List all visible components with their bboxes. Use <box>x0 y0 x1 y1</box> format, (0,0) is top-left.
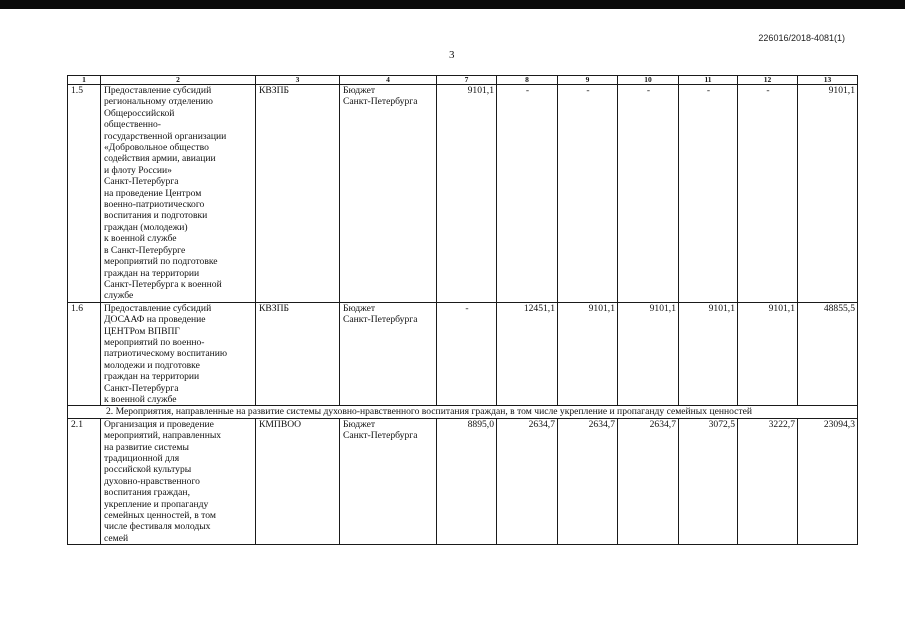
funding-source: Бюджет Санкт-Петербурга <box>340 302 437 406</box>
value-col-9: 2634,7 <box>558 418 618 544</box>
scan-top-border <box>0 0 905 9</box>
table-row <box>68 302 858 406</box>
executor: КВЗПБ <box>256 85 340 303</box>
value-col-13: 9101,1 <box>798 85 858 303</box>
col-header: 2 <box>101 76 256 85</box>
activity-description: Организация и проведение мероприятий, направленных на развитие системы традиционной для российской культуры духовно-нравственного воспитания граждан, укрепление и пропаганду семейных ценностей, в том числе фестиваля молодых семей <box>101 418 256 544</box>
executor: КМПВОО <box>256 418 340 544</box>
value-col-10: 9101,1 <box>618 302 679 406</box>
section-title: 2. Мероприятия, направленные на развитие системы духовно-нравственного воспитания граждан, в том числе укрепление и пропаганду семейных ценностей <box>68 406 858 418</box>
value-col-8: 2634,7 <box>497 418 558 544</box>
value-col-11: 3072,5 <box>679 418 738 544</box>
document-id: 226016/2018-4081(1) <box>758 33 845 43</box>
value-col-13: 48855,5 <box>798 302 858 406</box>
section-header-row <box>68 406 858 418</box>
table-row <box>68 418 858 544</box>
value-col-7: 8895,0 <box>437 418 497 544</box>
value-col-8: - <box>497 85 558 303</box>
page-number: 3 <box>449 49 455 61</box>
value-col-11: - <box>679 85 738 303</box>
value-col-7: - <box>437 302 497 406</box>
col-header: 1 <box>68 76 101 85</box>
value-col-13: 23094,3 <box>798 418 858 544</box>
column-number-row <box>68 76 858 85</box>
row-number: 1.6 <box>68 302 101 406</box>
executor: КВЗПБ <box>256 302 340 406</box>
activity-description: Предоставление субсидий ДОСААФ на проведение ЦЕНТРом ВПВПГ мероприятий по военно- патриотическому воспитанию молодежи и подготовке граждан на территории Санкт-Петербурга к военной службе <box>101 302 256 406</box>
value-col-8: 12451,1 <box>497 302 558 406</box>
col-header: 13 <box>798 76 858 85</box>
col-header: 8 <box>497 76 558 85</box>
funding-source: Бюджет Санкт-Петербурга <box>340 418 437 544</box>
col-header: 12 <box>738 76 798 85</box>
table-row <box>68 85 858 303</box>
program-table <box>67 75 858 545</box>
value-col-11: 9101,1 <box>679 302 738 406</box>
col-header: 3 <box>256 76 340 85</box>
value-col-9: 9101,1 <box>558 302 618 406</box>
value-col-7: 9101,1 <box>437 85 497 303</box>
col-header: 7 <box>437 76 497 85</box>
col-header: 9 <box>558 76 618 85</box>
value-col-10: - <box>618 85 679 303</box>
row-number: 1.5 <box>68 85 101 303</box>
value-col-9: - <box>558 85 618 303</box>
row-number: 2.1 <box>68 418 101 544</box>
value-col-12: - <box>738 85 798 303</box>
activity-description: Предоставление субсидий региональному отделению Общероссийской общественно- государственной организации «Добровольное общество содействия армии, авиации и флоту России» Санкт-Петербурга на проведение Центром военно-патриотического воспитания и подготовки граждан (молодежи) к военной службе в Санкт-Петербурге мероприятий по подготовке граждан на территории Санкт-Петербурга к военной службе <box>101 85 256 303</box>
value-col-12: 3222,7 <box>738 418 798 544</box>
col-header: 11 <box>679 76 738 85</box>
col-header: 10 <box>618 76 679 85</box>
funding-source: Бюджет Санкт-Петербурга <box>340 85 437 303</box>
col-header: 4 <box>340 76 437 85</box>
value-col-10: 2634,7 <box>618 418 679 544</box>
value-col-12: 9101,1 <box>738 302 798 406</box>
